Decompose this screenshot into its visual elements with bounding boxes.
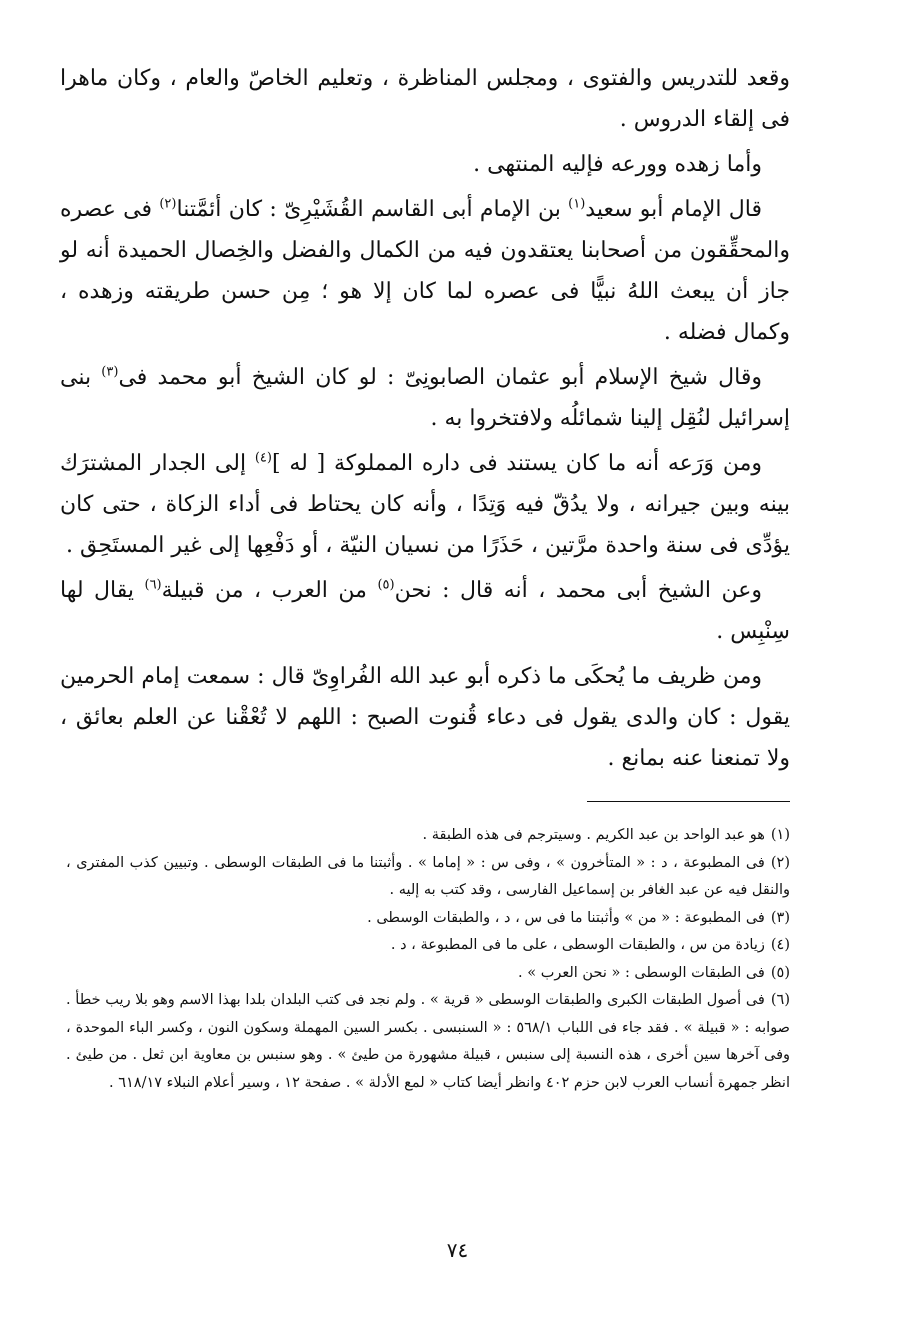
body-paragraph <box>60 189 790 353</box>
paragraph-text: فى عصره والمحقِّقون من أصحابنا يعتقدون فيه من الكمال والفضل والخِصال الحميدة أنه لو جاز أن يبعث اللهُ نبيًّا فى عصره لما كان إلا هو ؛ مِن حسن طريقته وزهده ، وكمال فضله . <box>60 197 790 345</box>
footnote-separator <box>587 801 790 802</box>
footnote <box>66 960 790 988</box>
footnote-text: فى الطبقات الوسطى : « نحن العرب » . <box>518 964 765 981</box>
footnote-number: (٣) <box>770 909 790 926</box>
paragraph-text: ومن وَرَعه أنه ما كان يستند فى داره المملوكة [ له ] <box>271 451 762 476</box>
footnote <box>66 932 790 960</box>
paragraph-text: وقال شيخ الإسلام أبو عثمان الصابونِىّ : لو كان الشيخ أبو محمد فى <box>118 365 762 390</box>
footnote-number: (١) <box>770 827 790 843</box>
footnote <box>66 905 790 933</box>
body-paragraph <box>60 357 790 439</box>
footnote-number: (٦) <box>770 992 790 1008</box>
paragraph-text: ومن ظريف ما يُحكَى ما ذكره أبو عبد الله الفُراوِىّ قال : سمعت إمام الحرمين يقول : كان والدى يقول فى دعاء قُنوت الصبح : اللهم لا تُعْقْنا عن العلم بعائق ، ولا تمنعنا عنه بمانع . <box>60 664 790 771</box>
paragraph-text: وقعد للتدريس والفتوى ، ومجلس المناظرة ، وتعليم الخاصّ والعام ، وكان ماهرا فى إلقاء الدروس . <box>60 66 790 132</box>
paragraph-text: وأما زهده وورعه فإليه المنتهى . <box>473 152 762 177</box>
paragraph-text: بن الإمام أبى القاسم القُشَيْرِىّ : كان أئمَّتنا <box>176 197 569 222</box>
footnote-text: فى أصول الطبقات الكبرى والطبقات الوسطى « قرية » . ولم نجد فى كتب البلدان بلدا بهذا الاسم وهو بلا ريب خطأ . صوابه : « قبيلة » . فقد جاء فى اللباب ٥٦٨/١ : « السنبسى . بكسر السين المهملة وسكون النون ، وكسر الباء الموحدة ، وفى آخرها سين أخرى ، هذه النسبة إلى سنبس ، قبيلة مشهورة من طيئ » . وهو سنبس بن معاوية ابن ثعل . من طيئ . انظر جمهرة أنساب العرب لابن حزم ٤٠٢ وانظر أيضا كتاب « لمع الأدلة » . صفحة ١٢ ، وسير أعلام النبلاء ٦١٨/١٧ . <box>66 992 790 1091</box>
paragraph-text: وعن الشيخ أبى محمد ، أنه قال : نحن <box>394 578 762 603</box>
body-paragraph <box>60 656 790 779</box>
footnote-marker: (٣) <box>101 364 119 380</box>
footnote-text: هو عبد الواحد بن عبد الكريم . وسيترجم فى هذه الطبقة . <box>422 827 765 843</box>
body-paragraph <box>60 58 790 140</box>
body-paragraph <box>60 443 790 566</box>
page-number: ٧٤ <box>446 1238 469 1262</box>
footnote-marker: (٤) <box>254 450 272 466</box>
footnote-text: فى المطبوعة : « من » وأثبتنا ما فى س ، د ، والطبقات الوسطى . <box>367 909 765 926</box>
footnote <box>66 987 790 1097</box>
footnote-number: (٢) <box>770 854 790 871</box>
footnote-marker: (٦) <box>144 577 162 593</box>
footnote-number: (٤) <box>770 937 790 953</box>
footnote <box>66 850 790 905</box>
footnote-marker: (١) <box>568 196 586 212</box>
body-paragraph <box>60 570 790 652</box>
main-text <box>60 58 790 779</box>
paragraph-text: قال الإمام أبو سعيد <box>585 197 762 222</box>
footnote-marker: (٢) <box>159 196 177 212</box>
footnote-number: (٥) <box>770 964 790 981</box>
footnote-text: زيادة من س ، والطبقات الوسطى ، على ما فى المطبوعة ، د . <box>390 937 765 953</box>
footnotes <box>66 822 790 1097</box>
paragraph-text: من العرب ، من قبيلة <box>161 578 378 603</box>
footnote-text: فى المطبوعة ، د : « المتأخرون » ، وفى س : « إماما » . وأثبتنا ما فى الطبقات الوسطى . وتبيين كذب المفترى ، والنقل فيه عن عبد الغافر بن إسماعيل الفارسى ، وقد كتب به إليه . <box>66 854 790 898</box>
paragraph-text: بنى إسرائيل لنُقِل إلينا شمائلُه ولافتخروا به . <box>60 365 790 431</box>
paragraph-text: إلى الجدار المشترَك بينه وبين جيرانه ، ولا يدُقّ فيه وَتِدًا ، وأنه كان يحتاط فى أداء الزكاة ، حتى كان يؤدِّى فى سنة واحدة مرَّتين ، حَذَرًا من نسيان النيّة ، أو دَفْعِها إلى غير المستَحِق . <box>60 451 790 558</box>
footnote <box>66 822 790 850</box>
body-paragraph <box>60 144 790 185</box>
footnote-marker: (٥) <box>377 577 395 593</box>
paragraph-text: يقال لها سِنْبِس . <box>60 578 790 644</box>
